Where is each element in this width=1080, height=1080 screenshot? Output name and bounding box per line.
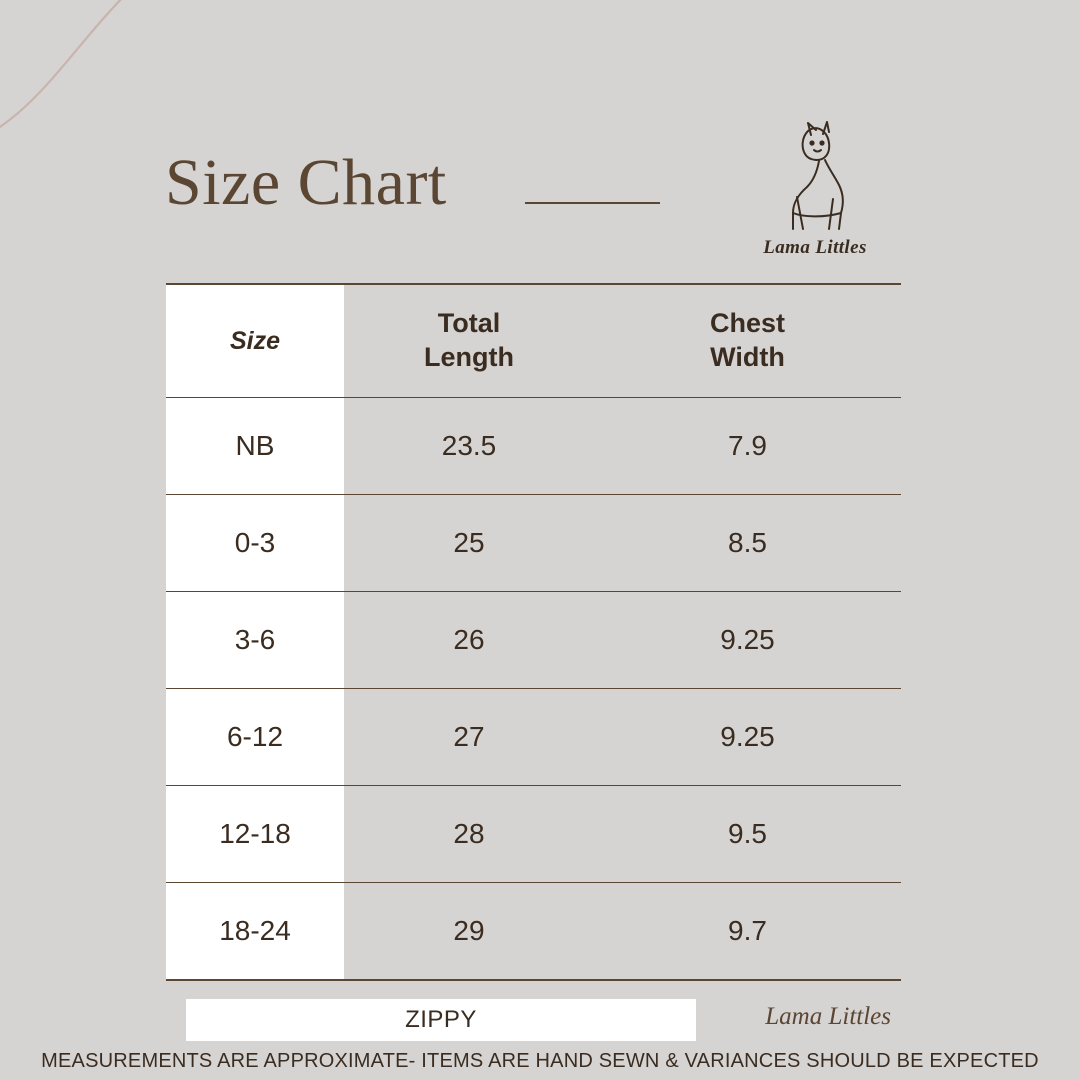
size-table [166,283,901,981]
cell-chest-width: 9.25 [594,592,901,689]
cell-size: 18-24 [166,883,344,981]
cell-total-length: 27 [344,689,594,786]
cell-size: NB [166,398,344,495]
cell-total-length: 26 [344,592,594,689]
table-body [166,398,901,981]
brand-logo [725,117,905,267]
table-row [166,592,901,689]
column-header-chest-width [594,284,901,398]
table-row [166,883,901,981]
table-header-row [166,284,901,398]
disclaimer-text: MEASUREMENTS ARE APPROXIMATE- ITEMS ARE HAND SEWN & VARIANCES SHOULD BE EXPECTED [41,1050,1039,1072]
cell-chest-width: 9.7 [594,883,901,981]
column-header-chest-width-line1: Chest [709,308,785,339]
column-header-chest-width-line2: Width [710,342,785,372]
cell-size: 0-3 [166,495,344,592]
footer-row [166,999,901,1041]
column-header-size [166,284,344,398]
cell-chest-width: 7.9 [594,398,901,495]
column-header-total-length [344,284,594,398]
table-row [166,398,901,495]
page-title: Size Chart [165,146,447,219]
cell-size: 6-12 [166,689,344,786]
table-row [166,495,901,592]
size-table-container [166,283,901,981]
table-row [166,786,901,883]
table-header [166,284,901,398]
footer-brand: Lama Littles [765,1003,891,1030]
cell-total-length: 29 [344,883,594,981]
product-name-label: ZIPPY [186,999,696,1041]
table-row [166,689,901,786]
cell-size: 12-18 [166,786,344,883]
cell-chest-width: 8.5 [594,495,901,592]
title-divider [525,202,660,204]
cell-size: 3-6 [166,592,344,689]
cell-total-length: 23.5 [344,398,594,495]
llama-icon [767,117,863,235]
column-header-size-label: Size [229,326,281,355]
column-header-total-length-line1: Total [437,308,501,339]
cell-chest-width: 9.5 [594,786,901,883]
cell-total-length: 28 [344,786,594,883]
cell-chest-width: 9.25 [594,689,901,786]
header [165,146,905,280]
logo-wordmark: Lama Littles [763,237,867,258]
cell-total-length: 25 [344,495,594,592]
column-header-total-length-line2: Length [424,342,514,372]
